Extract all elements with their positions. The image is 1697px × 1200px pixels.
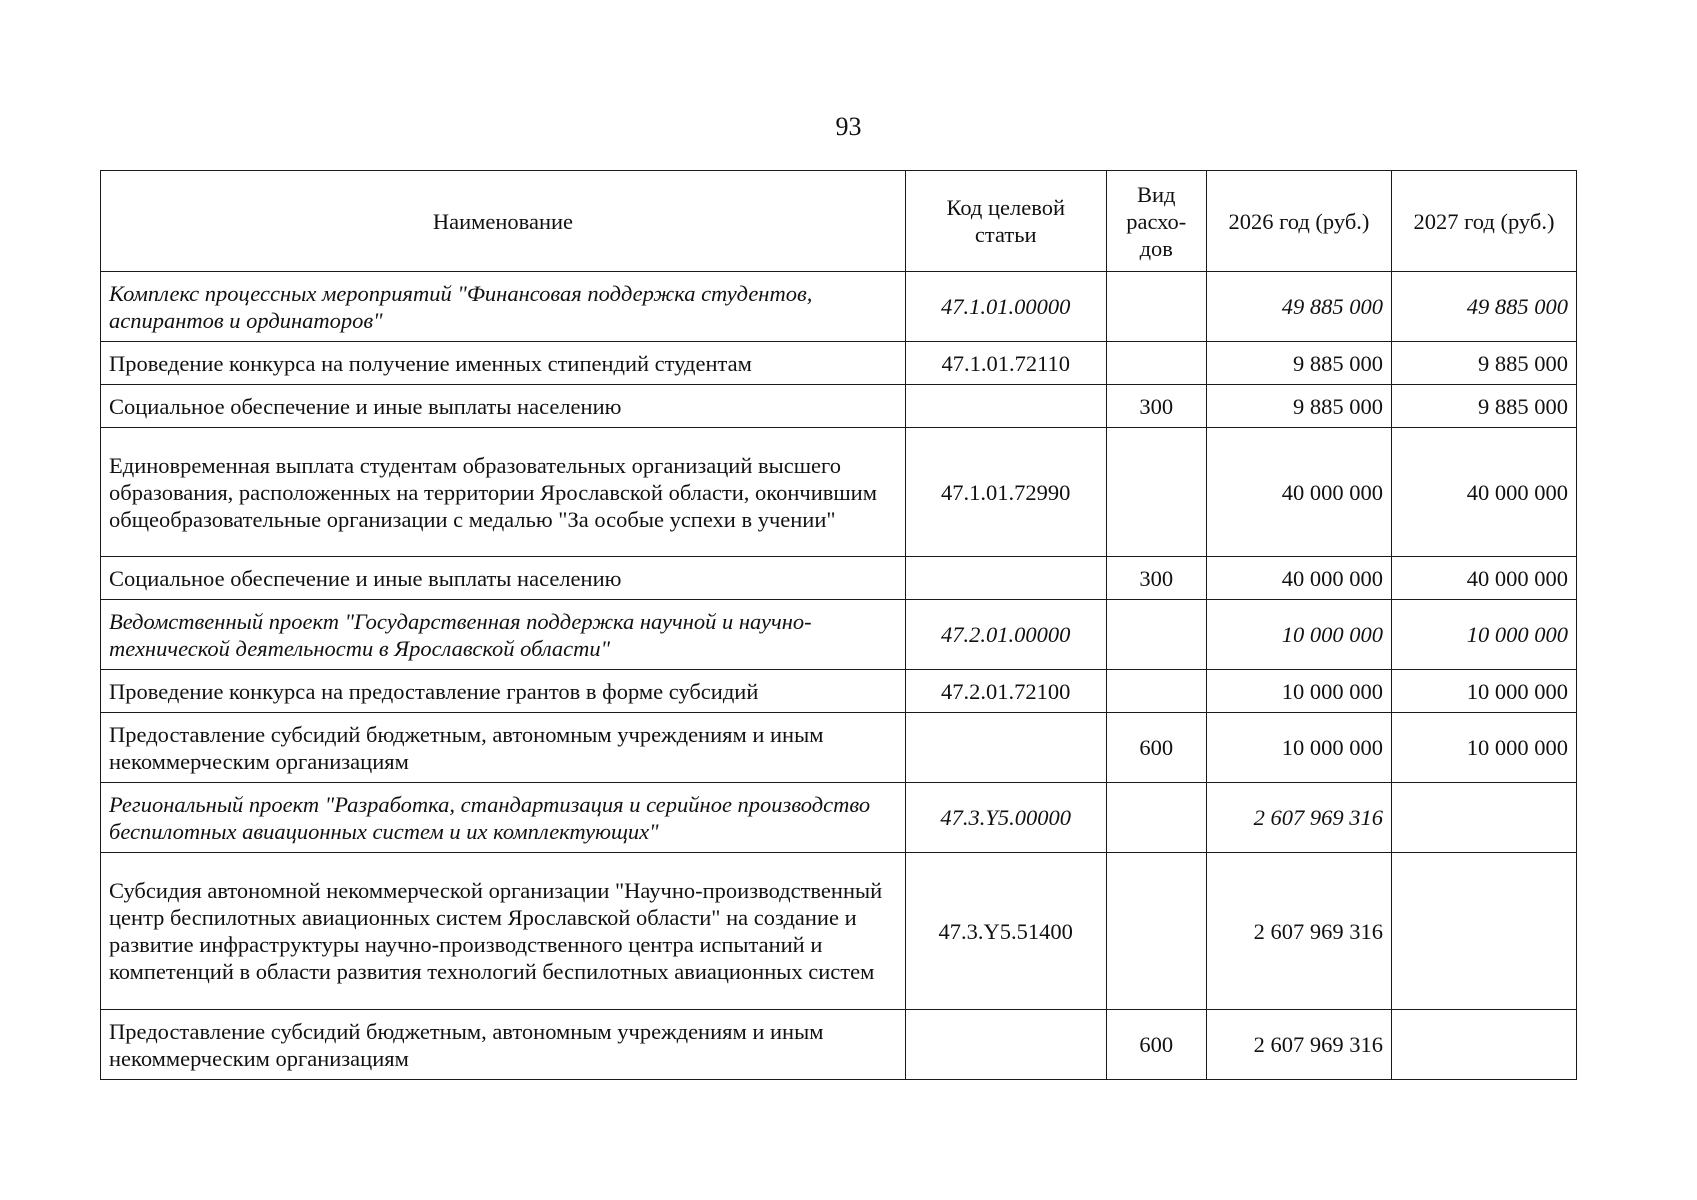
row-code: 47.1.01.72110 [905, 342, 1106, 385]
row-code: 47.3.Y5.00000 [905, 783, 1106, 853]
row-amount-2026: 49 885 000 [1206, 272, 1391, 342]
row-kind: 600 [1106, 713, 1206, 783]
row-amount-2026: 9 885 000 [1206, 385, 1391, 428]
row-kind [1106, 853, 1206, 1010]
budget-table [100, 170, 1577, 1080]
header-2027: 2027 год (руб.) [1391, 171, 1576, 272]
row-name: Предоставление субсидий бюджетным, автономным учреждениям и иным некоммерческим организациям [101, 713, 906, 783]
row-code [905, 557, 1106, 600]
header-2026: 2026 год (руб.) [1206, 171, 1391, 272]
row-name: Субсидия автономной некоммерческой организации "Научно-производственный центр беспилотных авиационных систем Ярославской области" на создание и развитие инфраструктуры научно-производственного центра испытаний и компетенций в области развития технологий беспилотных авиационных систем [101, 853, 906, 1010]
row-kind: 300 [1106, 557, 1206, 600]
row-kind [1106, 342, 1206, 385]
header-kind: Вид расхо-дов [1106, 171, 1206, 272]
table-row [101, 557, 1577, 600]
row-name: Единовременная выплата студентам образовательных организаций высшего образования, расположенных на территории Ярославской области, окончившим общеобразовательные организации с медалью "За особые успехи в учении" [101, 428, 906, 557]
row-amount-2026: 40 000 000 [1206, 428, 1391, 557]
row-kind [1106, 670, 1206, 713]
row-amount-2027 [1391, 853, 1576, 1010]
table-row [101, 342, 1577, 385]
row-amount-2026: 40 000 000 [1206, 557, 1391, 600]
row-amount-2027: 49 885 000 [1391, 272, 1576, 342]
table-row [101, 600, 1577, 670]
row-amount-2026: 2 607 969 316 [1206, 783, 1391, 853]
row-amount-2027: 40 000 000 [1391, 428, 1576, 557]
row-amount-2026: 10 000 000 [1206, 713, 1391, 783]
row-amount-2027: 10 000 000 [1391, 713, 1576, 783]
row-code: 47.2.01.72100 [905, 670, 1106, 713]
row-code [905, 713, 1106, 783]
row-code: 47.2.01.00000 [905, 600, 1106, 670]
row-name: Социальное обеспечение и иные выплаты населению [101, 557, 906, 600]
row-code: 47.1.01.72990 [905, 428, 1106, 557]
table-row [101, 670, 1577, 713]
table-row [101, 272, 1577, 342]
row-amount-2026: 10 000 000 [1206, 670, 1391, 713]
row-name: Социальное обеспечение и иные выплаты населению [101, 385, 906, 428]
row-amount-2027 [1391, 783, 1576, 853]
row-code: 47.1.01.00000 [905, 272, 1106, 342]
table-row [101, 783, 1577, 853]
page-number: 93 [835, 112, 862, 141]
row-amount-2026: 2 607 969 316 [1206, 853, 1391, 1010]
row-amount-2027: 10 000 000 [1391, 600, 1576, 670]
table-row [101, 1010, 1577, 1080]
row-amount-2027: 9 885 000 [1391, 342, 1576, 385]
table-row [101, 713, 1577, 783]
header-code: Код целевой статьи [905, 171, 1106, 272]
row-code [905, 1010, 1106, 1080]
table-row [101, 385, 1577, 428]
table-header-row [101, 171, 1577, 272]
row-name: Проведение конкурса на получение именных стипендий студентам [101, 342, 906, 385]
row-amount-2027: 10 000 000 [1391, 670, 1576, 713]
row-kind: 600 [1106, 1010, 1206, 1080]
row-amount-2026: 10 000 000 [1206, 600, 1391, 670]
row-kind: 300 [1106, 385, 1206, 428]
row-amount-2026: 2 607 969 316 [1206, 1010, 1391, 1080]
row-name: Предоставление субсидий бюджетным, автономным учреждениям и иным некоммерческим организациям [101, 1010, 906, 1080]
row-kind [1106, 428, 1206, 557]
row-kind [1106, 272, 1206, 342]
row-amount-2026: 9 885 000 [1206, 342, 1391, 385]
row-name: Ведомственный проект "Государственная поддержка научной и научно-технической деятельности в Ярославской области" [101, 600, 906, 670]
row-code: 47.3.Y5.51400 [905, 853, 1106, 1010]
row-code [905, 385, 1106, 428]
row-kind [1106, 600, 1206, 670]
row-amount-2027 [1391, 1010, 1576, 1080]
header-name: Наименование [101, 171, 906, 272]
row-amount-2027: 40 000 000 [1391, 557, 1576, 600]
row-name: Проведение конкурса на предоставление грантов в форме субсидий [101, 670, 906, 713]
row-kind [1106, 783, 1206, 853]
row-name: Комплекс процессных мероприятий "Финансовая поддержка студентов, аспирантов и ординаторов" [101, 272, 906, 342]
row-amount-2027: 9 885 000 [1391, 385, 1576, 428]
table-row [101, 428, 1577, 557]
table-row [101, 853, 1577, 1010]
row-name: Региональный проект "Разработка, стандартизация и серийное производство беспилотных авиационных систем и их комплектующих" [101, 783, 906, 853]
